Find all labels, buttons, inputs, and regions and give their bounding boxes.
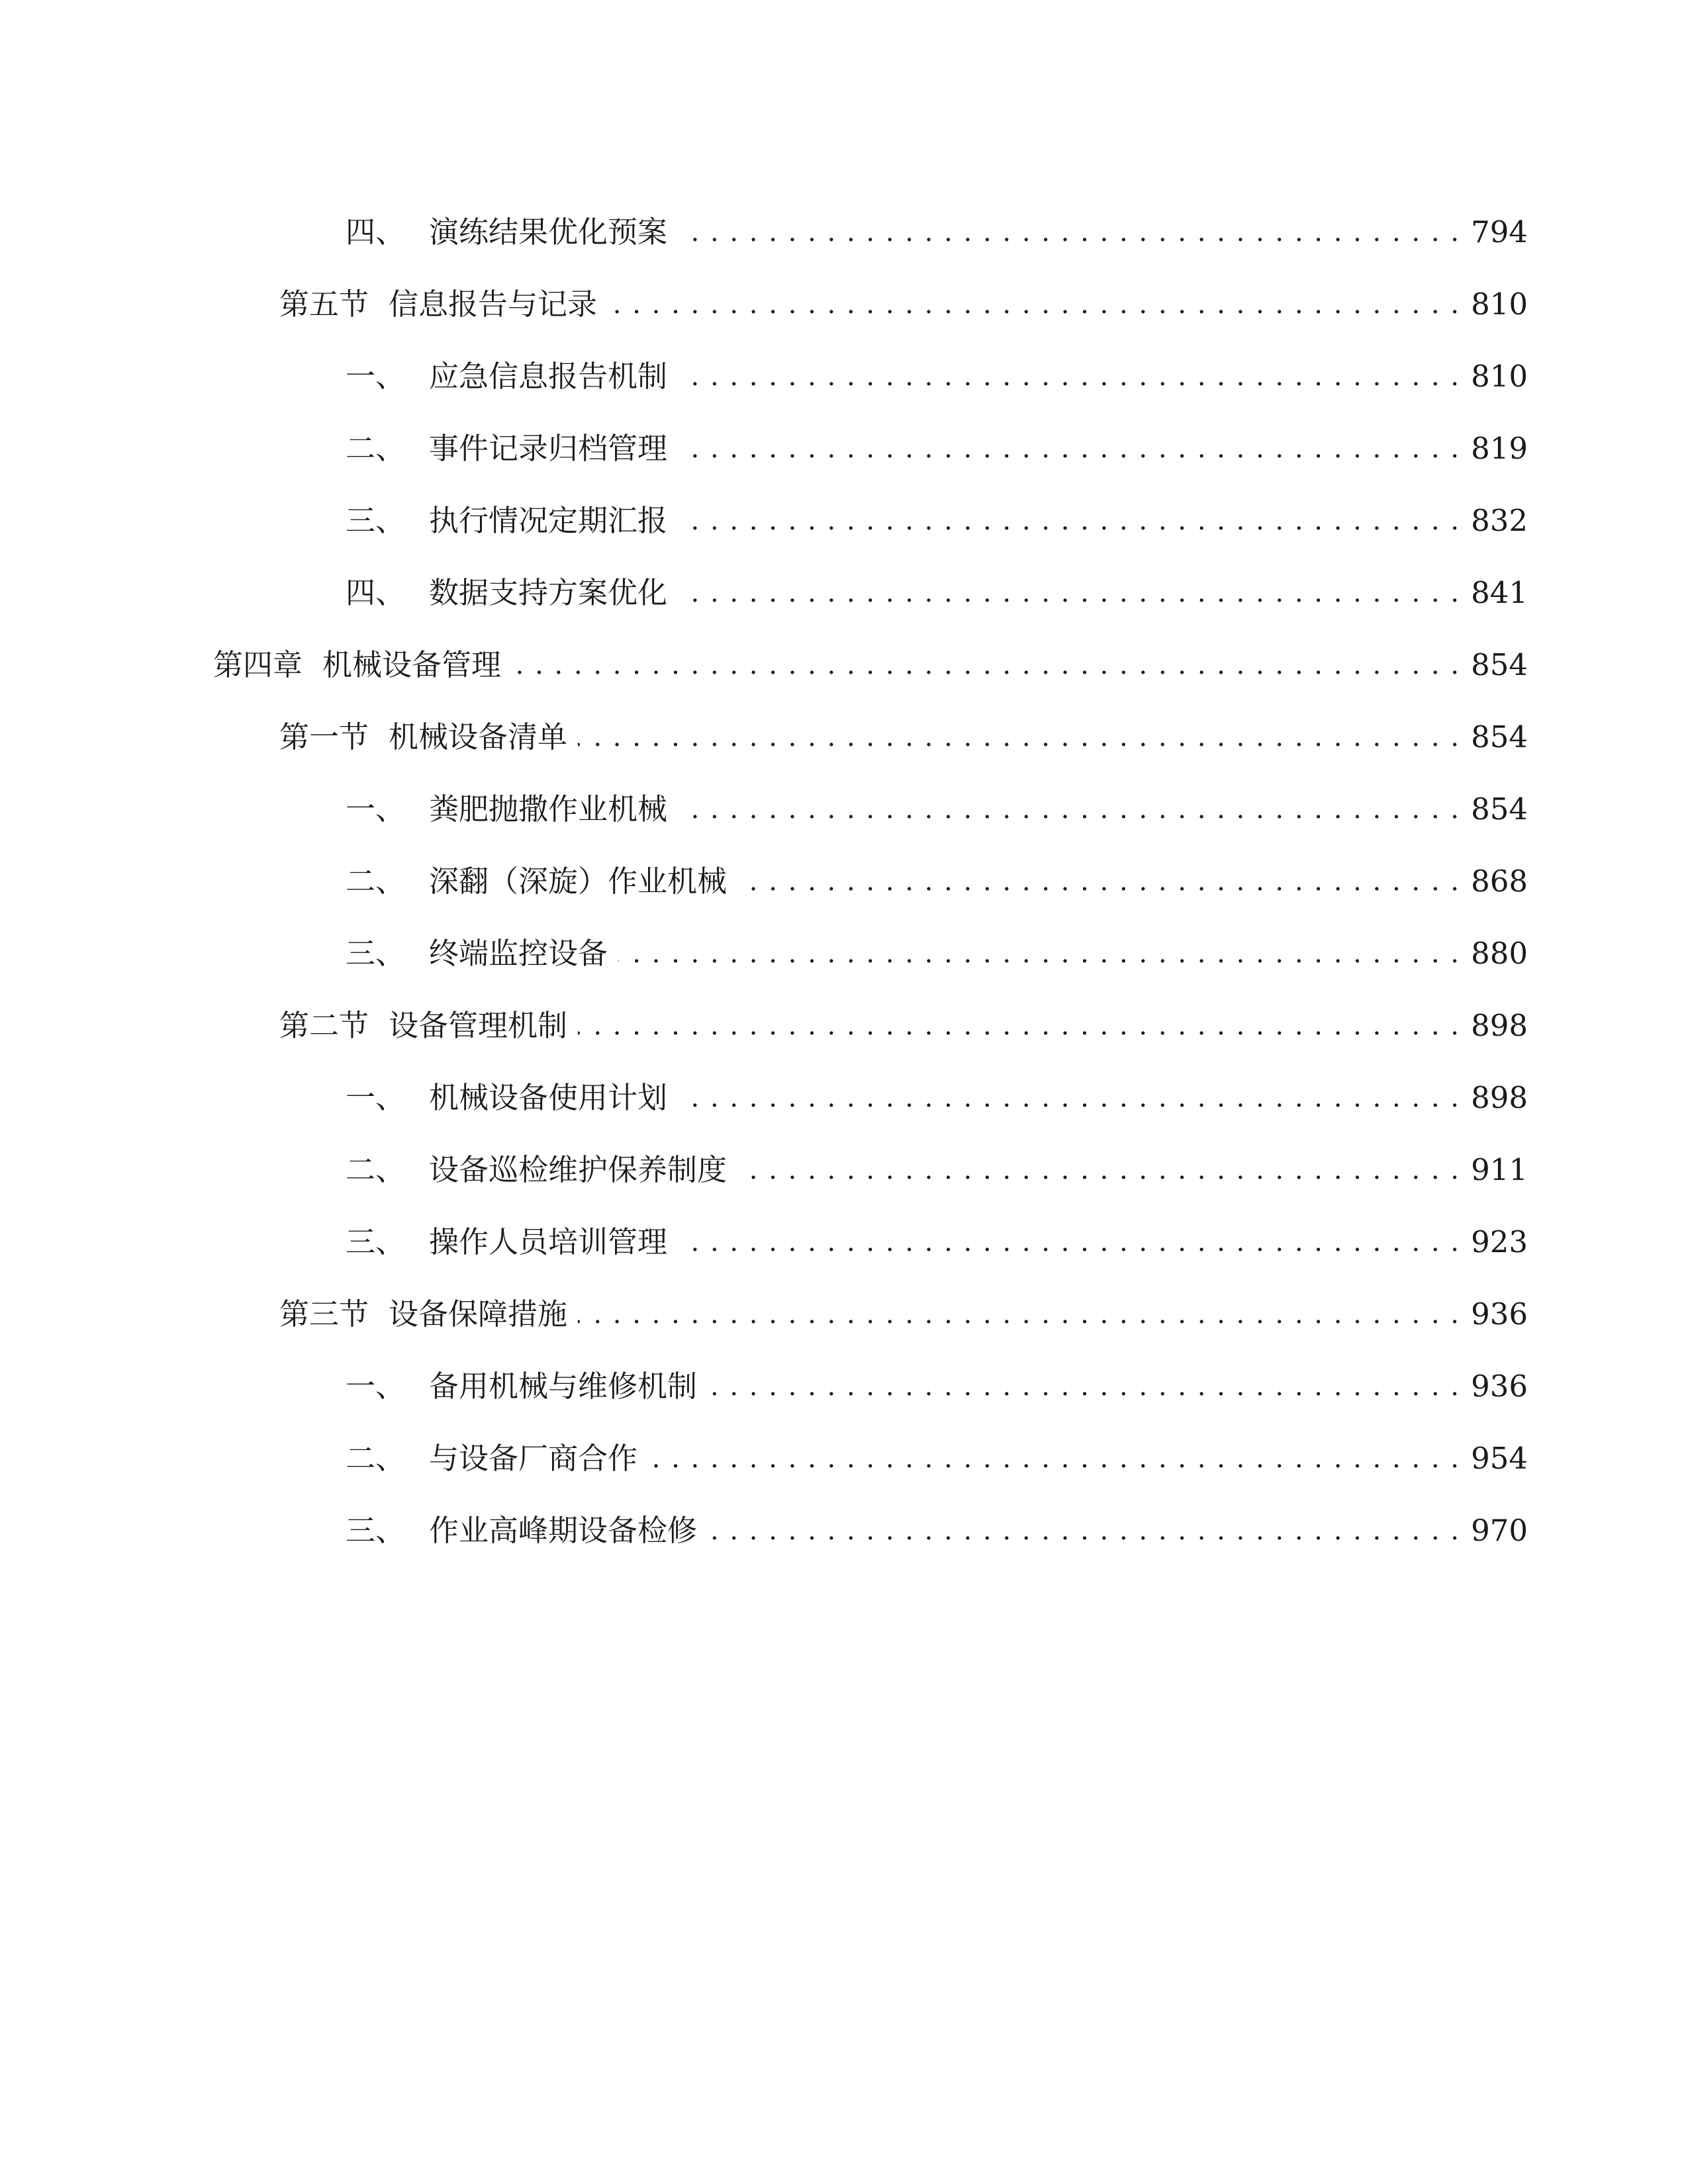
toc-entry-label [346,501,667,541]
toc-entry-title: 设备管理机制 [389,1007,568,1043]
toc-entry-number: 三、 [346,935,406,971]
toc-entry-title: 机械设备管理 [322,647,502,682]
toc-entry-page-number: 936 [1471,1296,1528,1332]
toc-entry[interactable] [0,484,1688,557]
toc-entry-page-number: 841 [1471,574,1528,610]
toc-entry-number: 第二节 [279,1007,369,1043]
toc-entry-label [279,285,597,324]
dot-leader [648,1439,1460,1479]
toc-entry-label [346,934,608,974]
toc-entry[interactable] [0,917,1688,989]
toc-entry-title: 粪肥抛撒作业机械 [429,791,668,827]
toc-entry-page-number: 954 [1471,1440,1528,1476]
toc-entry-page-number: 794 [1471,214,1528,250]
toc-entry-title: 机械设备清单 [389,719,568,754]
toc-entry-label [346,1078,667,1118]
toc-entry-title: 深翻（深旋）作业机械 [429,863,727,899]
toc-entry-page-number: 854 [1471,647,1528,682]
toc-entry[interactable] [0,1422,1688,1494]
toc-entry-page-number: 936 [1471,1368,1528,1404]
toc-entry-page-number: 898 [1471,1079,1528,1115]
toc-entry-page-number: 898 [1471,1007,1528,1043]
dot-leader [708,1511,1460,1551]
toc-entry-number: 一、 [346,791,406,827]
toc-entry-label [346,1439,637,1479]
dot-leader [578,717,1460,757]
toc-entry-page-number: 810 [1471,286,1528,322]
dot-leader [678,429,1460,469]
toc-entry[interactable] [0,629,1688,701]
toc-entry[interactable] [0,557,1688,629]
toc-entry-title: 机械设备使用计划 [429,1079,668,1115]
dot-leader [678,1222,1460,1262]
table-of-contents [0,196,1688,1567]
toc-entry[interactable] [0,268,1688,340]
toc-entry-title: 执行情况定期汇报 [429,502,668,538]
toc-entry-title: 数据支持方案优化 [429,574,668,610]
dot-leader [512,645,1460,685]
toc-entry-page-number: 880 [1471,935,1528,971]
toc-entry[interactable] [0,1062,1688,1134]
dot-leader [678,357,1460,396]
toc-entry-page-number: 854 [1471,719,1528,754]
toc-entry-number: 二、 [346,1152,406,1187]
toc-entry[interactable] [0,1494,1688,1567]
toc-entry[interactable] [0,845,1688,917]
dot-leader [737,862,1460,901]
toc-entry-title: 信息报告与记录 [389,286,598,322]
toc-entry-title: 演练结果优化预案 [429,214,668,250]
toc-entry-label [346,1222,667,1262]
dot-leader [678,212,1460,252]
toc-entry[interactable] [0,1278,1688,1350]
toc-entry-label [346,790,667,829]
toc-entry-number: 三、 [346,1512,406,1548]
dot-leader [678,501,1460,541]
dot-leader [618,934,1460,974]
toc-entry-page-number: 819 [1471,430,1528,466]
toc-entry-label [279,717,567,757]
toc-entry[interactable] [0,1350,1688,1422]
toc-entry-page-number: 923 [1471,1224,1528,1259]
toc-entry-number: 一、 [346,1368,406,1404]
toc-entry[interactable] [0,1206,1688,1278]
toc-entry-number: 四、 [346,214,406,250]
toc-entry[interactable] [0,989,1688,1062]
toc-entry[interactable] [0,412,1688,484]
toc-entry-number: 二、 [346,1440,406,1476]
toc-entry-page-number: 970 [1471,1512,1528,1548]
dot-leader [678,573,1460,613]
toc-entry-number: 第五节 [279,286,369,322]
toc-entry-number: 一、 [346,1079,406,1115]
toc-entry-page-number: 868 [1471,863,1528,899]
dot-leader [578,1006,1460,1046]
toc-entry-page-number: 854 [1471,791,1528,827]
toc-entry-title: 设备巡检维护保养制度 [429,1152,727,1187]
toc-entry-page-number: 810 [1471,358,1528,394]
toc-entry-number: 第四章 [213,647,303,682]
toc-entry-label [346,212,667,252]
toc-entry-number: 一、 [346,358,406,394]
toc-entry-title: 与设备厂商合作 [429,1440,638,1476]
toc-entry-label [346,1367,697,1406]
toc-entry-label [346,357,667,396]
toc-entry-label [346,573,667,613]
toc-entry-title: 操作人员培训管理 [429,1224,668,1259]
dot-leader [708,1367,1460,1406]
toc-entry-title: 设备保障措施 [389,1296,568,1332]
dot-leader [678,1078,1460,1118]
toc-entry[interactable] [0,196,1688,268]
dot-leader [608,285,1460,324]
toc-entry-label [279,1006,567,1046]
toc-entry-number: 二、 [346,863,406,899]
toc-entry-title: 事件记录归档管理 [429,430,668,466]
toc-entry[interactable] [0,773,1688,845]
dot-leader [578,1295,1460,1334]
toc-entry[interactable] [0,340,1688,412]
dot-leader [678,790,1460,829]
toc-entry-title: 备用机械与维修机制 [429,1368,698,1404]
toc-entry-label [346,1150,727,1190]
toc-entry-number: 三、 [346,502,406,538]
toc-entry-title: 应急信息报告机制 [429,358,668,394]
toc-entry-page-number: 911 [1471,1152,1528,1187]
toc-entry-number: 二、 [346,430,406,466]
dot-leader [737,1150,1460,1190]
toc-entry-number: 三、 [346,1224,406,1259]
toc-entry-number: 第一节 [279,719,369,754]
toc-entry-title: 作业高峰期设备检修 [429,1512,698,1548]
toc-entry-label [279,1295,567,1334]
toc-entry-label [346,1511,697,1551]
toc-entry-label [213,645,501,685]
toc-entry-page-number: 832 [1471,502,1528,538]
toc-entry-number: 第三节 [279,1296,369,1332]
toc-entry-title: 终端监控设备 [429,935,608,971]
toc-entry-label [346,429,667,469]
toc-entry-number: 四、 [346,574,406,610]
toc-entry-label [346,862,727,901]
toc-entry[interactable] [0,701,1688,773]
toc-entry[interactable] [0,1134,1688,1206]
